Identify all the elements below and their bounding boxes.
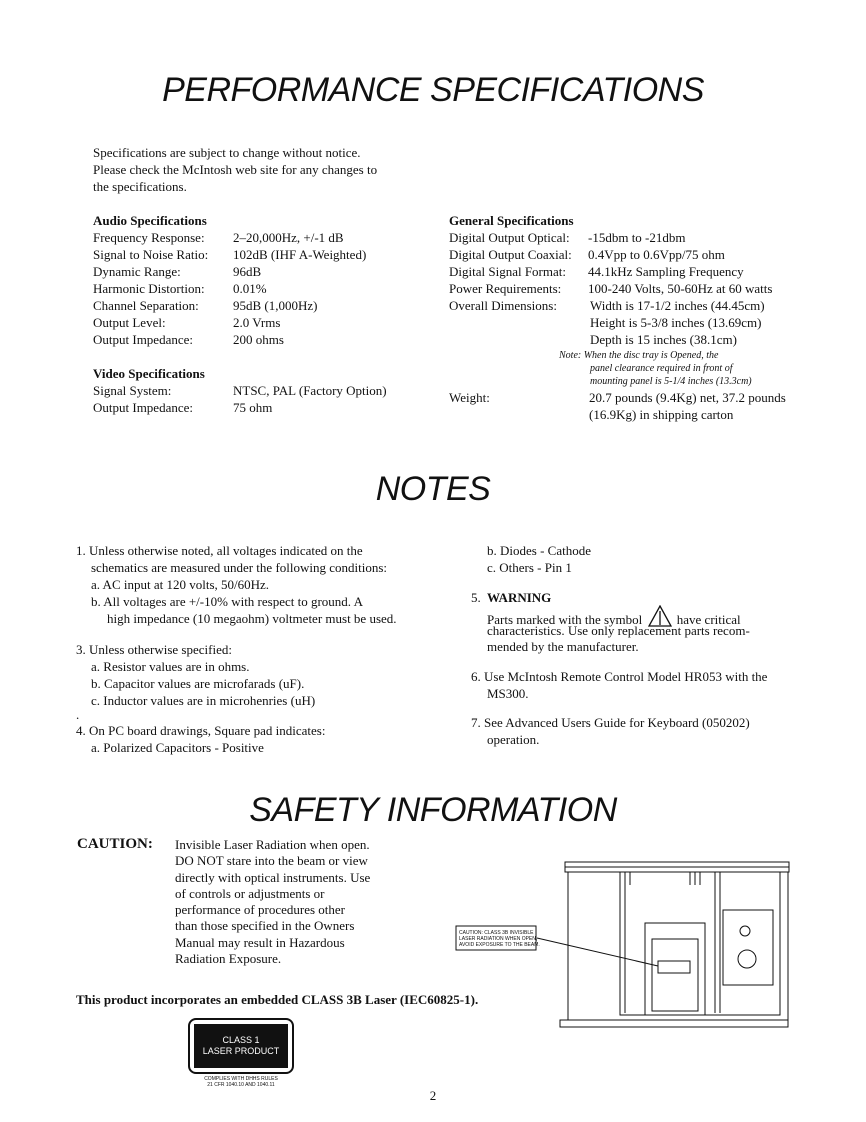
spec-value: 75 ohm (233, 400, 273, 415)
warning-number: 5. (471, 590, 481, 605)
note-line: 6. Use McIntosh Remote Control Model HR053 with the (471, 669, 768, 684)
intro-line: the specifications. (93, 179, 187, 194)
spec-value: Width is 17-1/2 inches (44.45cm) (590, 298, 765, 313)
spec-label: Harmonic Distortion: (93, 281, 205, 296)
spec-row (93, 246, 433, 263)
note-line: high impedance (10 megaohm) voltmeter must be used. (107, 611, 397, 626)
spec-label: Digital Output Optical: (449, 230, 570, 245)
note-others: c. Others - Pin 1 (487, 560, 572, 575)
label-line: CLASS 1 (222, 1035, 260, 1045)
intro-line: Specifications are subject to change without notice. (93, 145, 361, 160)
class-1-label (188, 1018, 294, 1074)
video-specifications-title: Video Specifications (93, 366, 205, 381)
spec-row (449, 263, 829, 280)
note-line: c. Inductor values are in microhenries (uH) (91, 693, 316, 708)
audio-specifications-title: Audio Specifications (93, 213, 207, 228)
weight-label: Weight: (449, 390, 490, 405)
spec-row (93, 263, 433, 280)
spec-row (93, 314, 433, 331)
class-1-label-panel (194, 1024, 288, 1068)
spec-value: 0.4Vpp to 0.6Vpp/75 ohm (588, 247, 725, 262)
spec-row (93, 280, 433, 297)
note-line: 7. See Advanced Users Guide for Keyboard (050202) (471, 715, 750, 730)
caution-line: directly with optical instruments. Use (175, 869, 371, 885)
spec-row (449, 297, 829, 314)
spec-value: 2.0 Vrms (233, 315, 281, 330)
intro-line: Please check the McIntosh web site for any changes to (93, 162, 378, 177)
note-line: a. Polarized Capacitors - Positive (91, 740, 264, 755)
spec-value: 0.01% (233, 281, 267, 296)
warning-text: Parts marked with the symbol (487, 612, 643, 627)
disc-tray-note (559, 349, 752, 388)
audio-specifications (93, 212, 433, 348)
weight-value (589, 389, 786, 423)
diagram-label-line: AVOID EXPOSURE TO THE BEAM. (459, 942, 540, 948)
spec-value: 100-240 Volts, 50-60Hz at 60 watts (588, 281, 773, 296)
spec-label: Frequency Response: (93, 230, 205, 245)
spec-row (449, 229, 829, 246)
spec-value: Height is 5-3/8 inches (13.69cm) (590, 315, 762, 330)
note-line: b. All voltages are +/-10% with respect to ground. A (91, 594, 363, 609)
spec-label: Dynamic Range: (93, 264, 181, 279)
spec-value: 200 ohms (233, 332, 284, 347)
spec-value: -15dbm to -21dbm (588, 230, 686, 245)
note-line: panel clearance required in front of (590, 363, 733, 374)
label-line: LASER PRODUCT (202, 1046, 280, 1056)
note-line: 4. On PC board drawings, Square pad indicates: (76, 723, 326, 738)
safety-information-heading: SAFETY INFORMATION (249, 791, 617, 829)
spec-label: Signal System: (93, 383, 172, 398)
caution-line: Manual may result in Hazardous (175, 934, 345, 950)
spec-value: 44.1kHz Sampling Frequency (588, 264, 744, 279)
video-specifications (93, 365, 433, 416)
spec-label: Channel Separation: (93, 298, 199, 313)
note-line: operation. (487, 732, 540, 747)
spec-row (93, 229, 433, 246)
note-keyboard (471, 714, 750, 748)
note-line: mounting panel is 5-1/4 inches (13.3cm) (590, 376, 752, 387)
spec-row (93, 382, 433, 399)
caution-line: performance of procedures other (175, 902, 345, 918)
spec-value: Depth is 15 inches (38.1cm) (590, 332, 737, 347)
spec-label: Output Impedance: (93, 332, 193, 347)
caution-line: Invisible Laser Radiation when open. (175, 837, 370, 852)
weight-line: 20.7 pounds (9.4Kg) net, 37.2 pounds (589, 390, 786, 405)
spec-label: Digital Signal Format: (449, 264, 566, 279)
caution-label: CAUTION: (77, 836, 153, 852)
warning-line: mended by the manufacturer. (487, 639, 639, 654)
general-specifications-title: General Specifications (449, 213, 574, 228)
warning-text: have critical (676, 612, 741, 627)
note-line: a. AC input at 120 volts, 50/60Hz. (91, 577, 270, 592)
caution-line: DO NOT stare into the beam or view (175, 853, 368, 869)
spec-label: Overall Dimensions: (449, 298, 557, 313)
note-diodes: b. Diodes - Cathode (487, 543, 591, 558)
note-line: . (76, 707, 80, 722)
weight-line: (16.9Kg) in shipping carton (589, 407, 734, 422)
spec-row (93, 297, 433, 314)
spec-row (449, 314, 829, 331)
warning-line: characteristics. Use only replacement parts recom- (487, 623, 750, 638)
performance-specifications-heading: PERFORMANCE SPECIFICATIONS (162, 71, 704, 109)
caution-line: Radiation Exposure. (175, 951, 282, 967)
note-line: schematics are measured under the following conditions: (91, 560, 388, 575)
spec-value: NTSC, PAL (Factory Option) (233, 383, 387, 398)
spec-label: Output Impedance: (93, 400, 193, 415)
caution-line: of controls or adjustments or (175, 885, 325, 901)
note-line: MS300. (487, 686, 529, 701)
spec-row (449, 331, 829, 348)
laser-class-statement: This product incorporates an embedded CLASS 3B Laser (IEC60825-1). (76, 992, 479, 1007)
spec-value: 102dB (IHF A-Weighted) (233, 247, 367, 262)
page-number: 2 (429, 1088, 437, 1103)
caution-line: than those specified in the Owners (175, 918, 355, 934)
spec-row (93, 331, 433, 348)
laser-label-location-diagram (440, 855, 800, 1035)
note-line: b. Capacitor values are microfarads (uF). (91, 676, 305, 691)
diagram-label-line: LASER RADIATION WHEN OPEN, (459, 936, 538, 942)
note-line: a. Resistor values are in ohms. (91, 659, 250, 674)
warning-title: WARNING (487, 590, 552, 605)
spec-row (449, 280, 829, 297)
notes-left-column (76, 542, 397, 756)
spec-row (449, 246, 829, 263)
intro-paragraph (93, 144, 377, 195)
caution-text (175, 837, 370, 967)
spec-value: 96dB (233, 264, 262, 279)
note-line: Note: When the disc tray is Opened, the (559, 350, 719, 361)
compliance-line: COMPLIES WITH DHHS RULES (204, 1076, 278, 1082)
diagram-label-line: CAUTION: CLASS 3B INVISIBLE (459, 930, 534, 936)
notes-heading: NOTES (375, 470, 491, 508)
spec-label: Digital Output Coaxial: (449, 247, 572, 262)
spec-label: Signal to Noise Ratio: (93, 247, 209, 262)
general-specifications (449, 212, 829, 348)
spec-value: 95dB (1,000Hz) (233, 298, 318, 313)
spec-value: 2–20,000Hz, +/-1 dB (233, 230, 344, 245)
note-line: 3. Unless otherwise specified: (76, 642, 232, 657)
spec-label: Output Level: (93, 315, 166, 330)
spec-label: Power Requirements: (449, 281, 562, 296)
note-line: 1. Unless otherwise noted, all voltages indicated on the (76, 543, 363, 558)
spec-row (93, 399, 433, 416)
note-remote-control (471, 668, 767, 702)
compliance-line: 21 CFR 1040.10 AND 1040.11 (207, 1082, 275, 1088)
